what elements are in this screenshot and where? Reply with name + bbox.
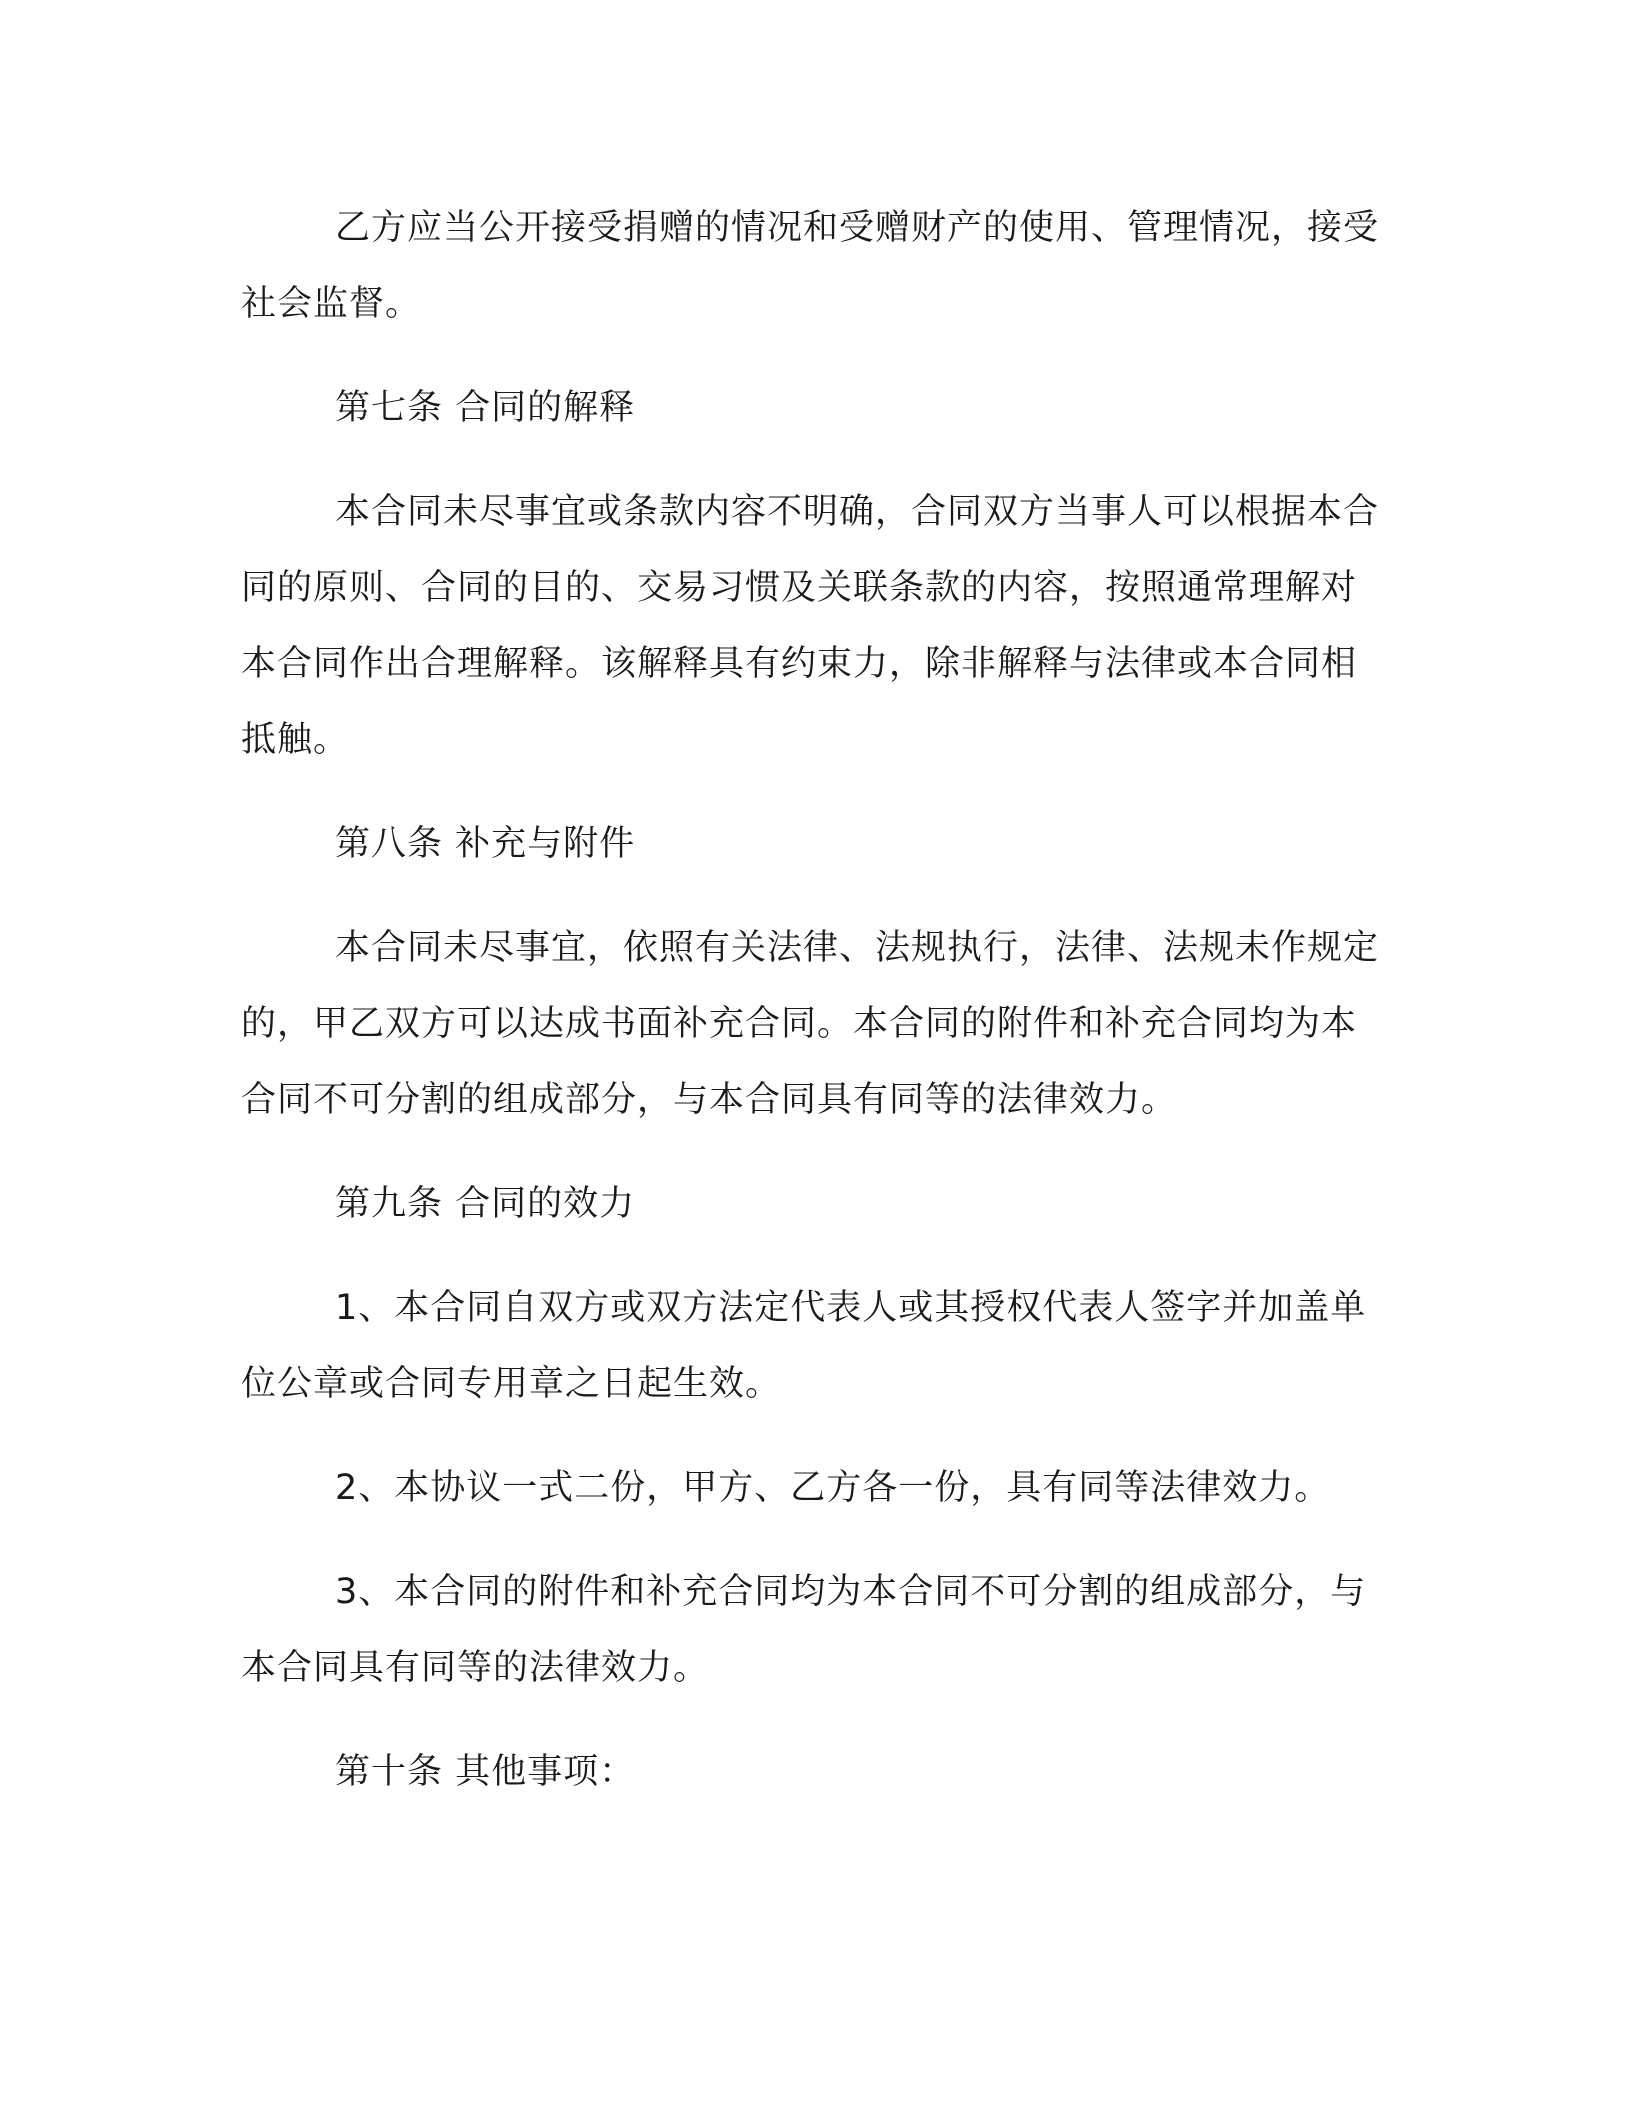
article-9-heading: 第九条 合同的效力 bbox=[335, 1184, 636, 1224]
clause-effectiveness-1: 1、本合同自双方或双方法定代表人或其授权代表人签字并加盖单位公章或合同专用章之日起生效。 bbox=[241, 1288, 1367, 1404]
article-7-heading: 第七条 合同的解释 bbox=[335, 388, 636, 428]
paragraph-supplement: 本合同未尽事宜，依照有关法律、法规执行，法律、法规未作规定的，甲乙双方可以达成书面补充合同。本合同的附件和补充合同均为本合同不可分割的组成部分，与本合同具有同等的法律效力。 bbox=[241, 928, 1380, 1120]
article-10-heading: 第十条 其他事项： bbox=[335, 1752, 636, 1792]
clause-effectiveness-3: 3、本合同的附件和补充合同均为本合同不可分割的组成部分，与本合同具有同等的法律效力。 bbox=[241, 1572, 1367, 1688]
article-8-heading: 第八条 补充与附件 bbox=[335, 824, 636, 864]
clause-effectiveness-2: 2、本协议一式二份，甲方、乙方各一份，具有同等法律效力。 bbox=[335, 1468, 1331, 1508]
paragraph-interpretation: 本合同未尽事宜或条款内容不明确，合同双方当事人可以根据本合同的原则、合同的目的、交易习惯及关联条款的内容，按照通常理解对本合同作出合理解释。该解释具有约束力，除非解释与法律或本合同相抵触。 bbox=[241, 492, 1380, 760]
document-body bbox=[241, 190, 1381, 1838]
paragraph-supervision: 乙方应当公开接受捐赠的情况和受赠财产的使用、管理情况，接受社会监督。 bbox=[241, 208, 1380, 324]
